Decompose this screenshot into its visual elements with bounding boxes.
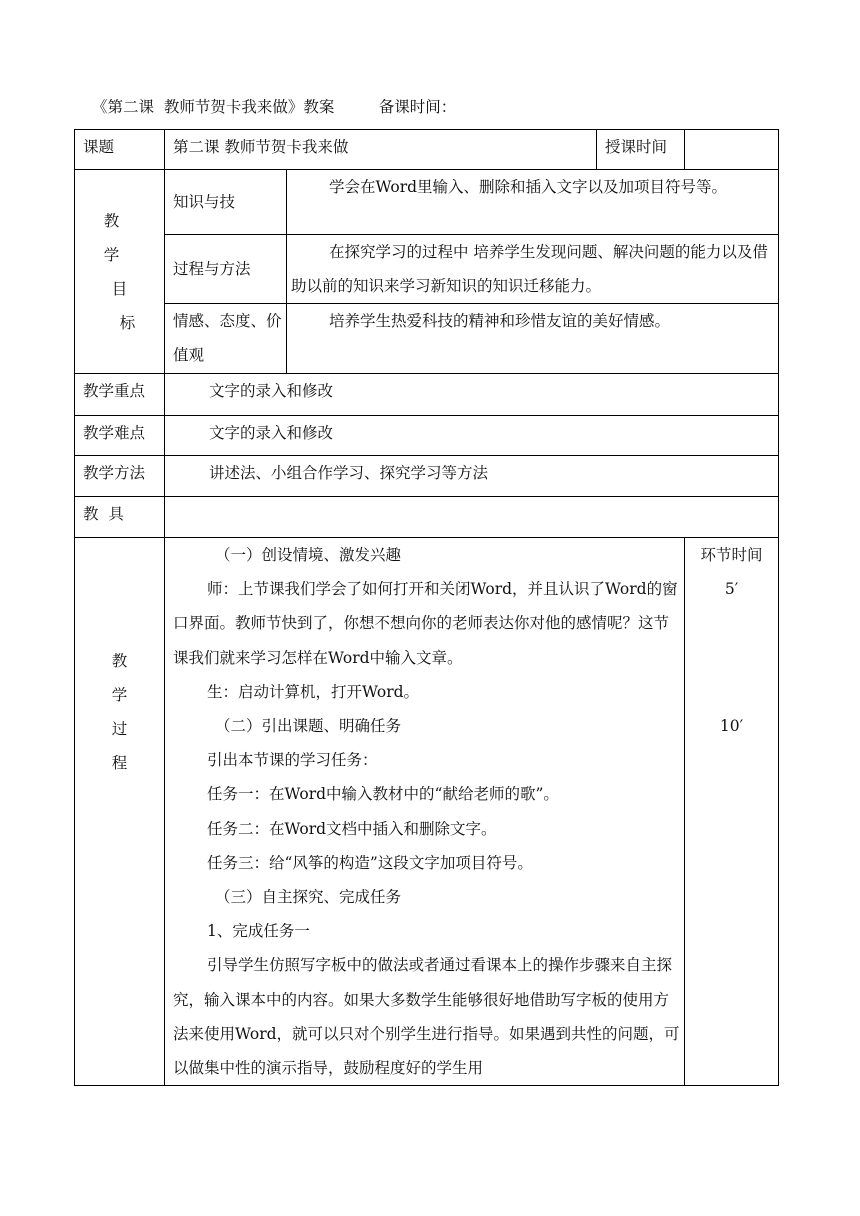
method-value: 讲述法、小组合作学习、探究学习等方法 bbox=[165, 456, 779, 497]
objective-knowledge-label: 知识与技 bbox=[165, 170, 287, 235]
process-line: 任务一：在Word中输入教材中的“献给老师的歌”。 bbox=[207, 785, 559, 804]
difficulty-value: 文字的录入和修改 bbox=[165, 416, 779, 456]
topic-value: 第二课 教师节贺卡我来做 bbox=[165, 130, 597, 170]
process-line: 1、完成任务一 bbox=[207, 922, 310, 941]
difficulty-label: 教学难点 bbox=[75, 416, 165, 456]
process-line: （二）引出课题、明确任务 bbox=[215, 717, 402, 736]
process-line: 任务三：给“风筝的构造”这段文字加项目符号。 bbox=[207, 853, 533, 872]
process-label: 教 学 过 程 bbox=[75, 538, 165, 1086]
tools-value bbox=[165, 497, 779, 538]
key-point-label: 教学重点 bbox=[75, 374, 165, 416]
key-point-value: 文字的录入和修改 bbox=[165, 374, 779, 416]
process-line: （一）创设情境、激发兴趣 bbox=[215, 546, 402, 564]
class-time-label: 授课时间 bbox=[597, 130, 685, 170]
process-line: 引出本节课的学习任务： bbox=[207, 751, 378, 770]
objectives-label: 教 学 目 标 bbox=[75, 170, 165, 374]
process-line: 任务二：在Word文档中插入和删除文字。 bbox=[207, 819, 497, 838]
process-time-column bbox=[685, 538, 779, 1086]
objective-emotion-text: 培养学生热爱科技的精神和珍惜友谊的美好情感。 bbox=[287, 304, 779, 374]
lesson-plan-table bbox=[74, 129, 779, 1086]
time-header: 环节时间 bbox=[700, 546, 763, 564]
objective-process-label: 过程与方法 bbox=[165, 235, 287, 304]
objective-knowledge-text: 学会在Word里输入、删除和插入文字以及加项目符号等。 bbox=[287, 170, 779, 235]
process-line: 引导学生仿照写字板中的做法或者通过看课本上的操作步骤来自主探究，输入课本中的内容。如果大多数学生能够很好地借助写字板的使用方法来使用Word，就可以只对个别学生进行指导。如果遇到共性的问题，可以做集中性的演示指导，鼓励程度好的学生用 bbox=[173, 956, 680, 1078]
class-time-value bbox=[685, 130, 779, 170]
time-step-2: 10′ bbox=[719, 717, 744, 736]
process-line: （三）自主探究、完成任务 bbox=[215, 888, 402, 907]
objective-process-text: 在探究学习的过程中 培养学生发现问题、解决问题的能力以及借助以前的知识来学习新知识的知识迁移能力。 bbox=[287, 235, 779, 304]
process-line: 师：上节课我们学会了如何打开和关闭Word，并且认识了Word的窗口界面。教师节快到了，你想不想向你的老师表达你对他的感情呢？这节课我们就来学习怎样在Word中输入文章。 bbox=[173, 580, 678, 667]
objective-emotion-label: 情感、态度、价值观 bbox=[165, 304, 287, 374]
topic-label: 课题 bbox=[75, 130, 165, 170]
tools-label: 教 具 bbox=[75, 497, 165, 538]
document-title: 《第二课 教师节贺卡我来做》教案 bbox=[92, 98, 335, 116]
process-content bbox=[165, 538, 685, 1086]
method-label: 教学方法 bbox=[75, 456, 165, 497]
process-line: 生：启动计算机，打开Word。 bbox=[207, 682, 420, 701]
prep-time-label: 备课时间： bbox=[378, 98, 457, 116]
time-step-1: 5′ bbox=[724, 580, 739, 599]
document-header bbox=[92, 95, 456, 117]
